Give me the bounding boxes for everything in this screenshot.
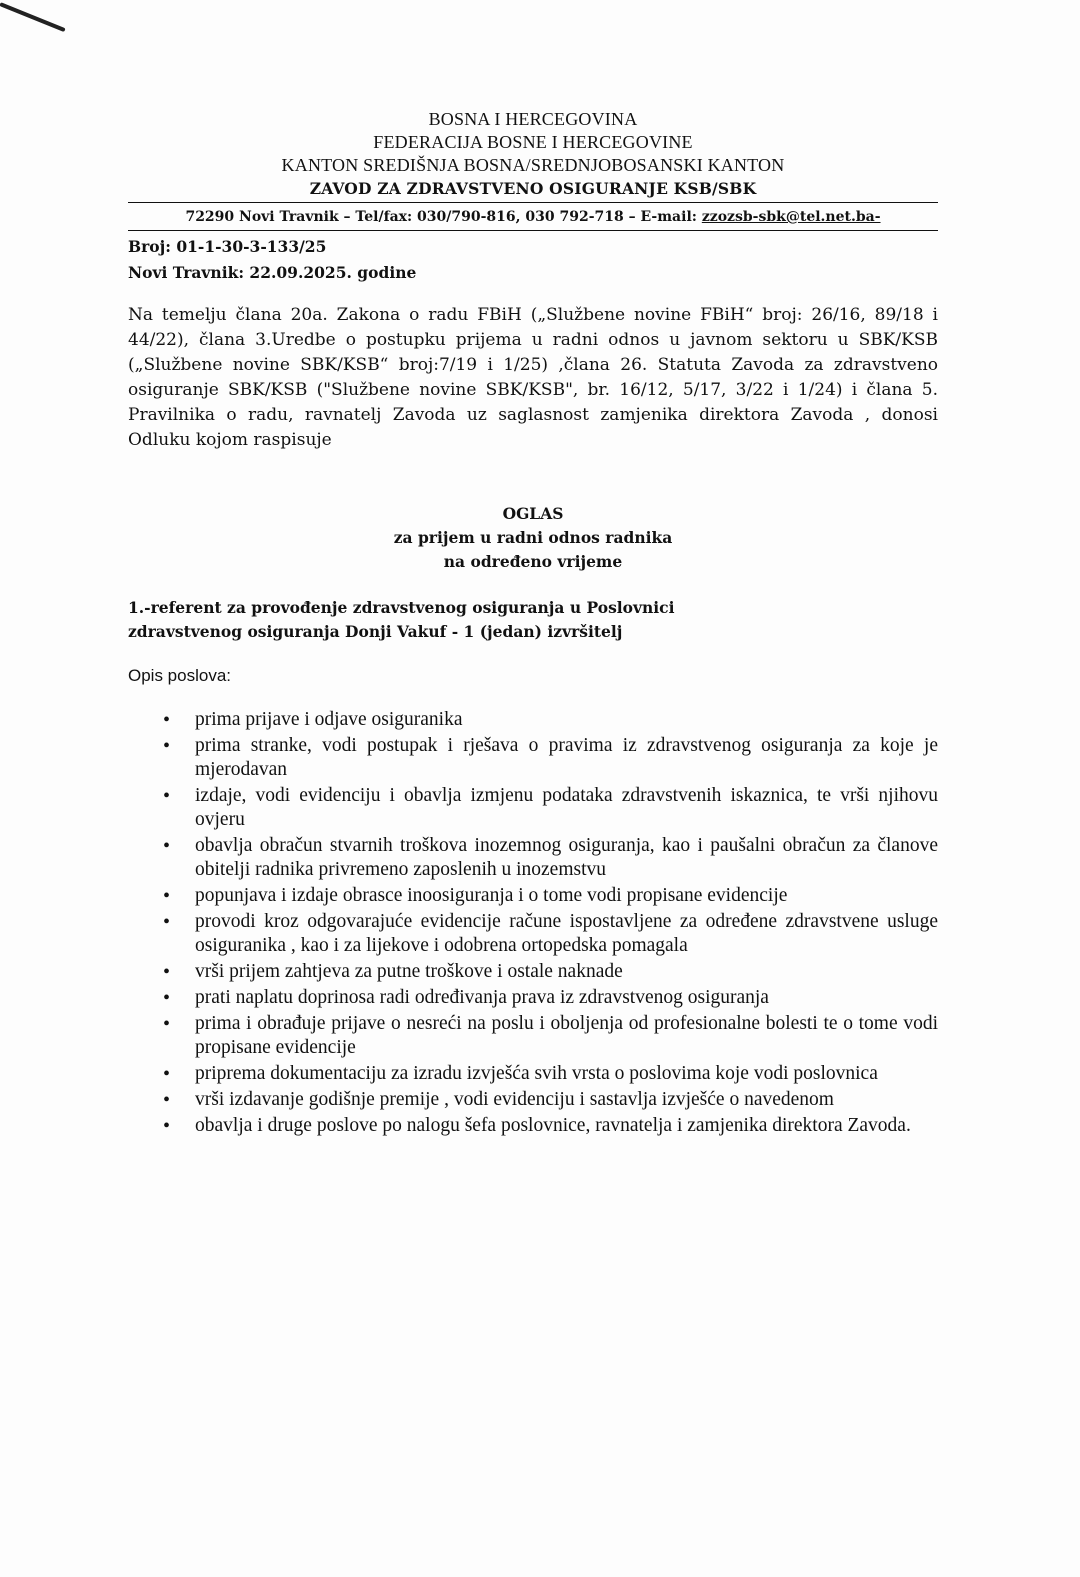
duty-item: • popunjava i izdaje obrasce inoosiguranja i o tome vodi propisane evidencije xyxy=(195,884,938,908)
header-divider-bottom xyxy=(128,230,938,231)
header-federation: FEDERACIJA BOSNE I HERCEGOVINE xyxy=(373,132,693,152)
position-title-line-2: zdravstvenog osiguranja Donji Vakuf - 1 (jedan) izvršitelj xyxy=(128,622,623,641)
duty-item: • obavlja i druge poslove po nalogu šefa poslovnice, ravnatelja i zamjenika direktora Zavoda. xyxy=(195,1114,938,1138)
duty-item: • obavlja obračun stvarnih troškova inozemnog osiguranja, kao i paušalni obračun za članove obitelji radnika privremeno zaposlenih u inozemstvu xyxy=(195,834,938,882)
ad-subtitle-1: za prijem u radni odnos radnika xyxy=(393,528,673,547)
intro-paragraph: Na temelju člana 20a. Zakona o radu FBiH („Službene novine FBiH“ broj: 26/16, 89/18 i 44/22), člana 3.Uredbe o postupku prijema u radni odnos u javnom sektoru u SBK/KSB („Službene novine SBK/KSB“ broj:7/19 i 1/25) ,člana 26. Statuta Zavoda za zdravstveno osiguranje SBK/KSB ("Službene novine SBK/KSB", br. 16/12, 5/17, 3/22 i 1/24) i člana 5. Pravilnika o radu, ravnatelj Zavoda uz saglasnost zamjenika direktora Zavoda , donosi Odluku kojom raspisuje xyxy=(128,305,938,450)
header-divider-top xyxy=(128,202,938,203)
header-contact xyxy=(128,206,938,228)
document-place-date: Novi Travnik: 22.09.2025. godine xyxy=(128,263,417,282)
document-page xyxy=(128,108,938,1140)
document-number: Broj: 01-1-30-3-133/25 xyxy=(128,237,327,256)
duty-item: • prima i obrađuje prijave o nesreći na poslu i oboljenja od profesionalne bolesti te o tome vodi propisane evidencije xyxy=(195,1012,938,1060)
scan-pen-mark xyxy=(0,2,66,32)
duty-item: • vrši izdavanje godišnje premije , vodi evidenciju i sastavlja izvješće o navedenom xyxy=(195,1088,938,1112)
duties-label: Opis poslova: xyxy=(128,666,231,685)
duty-item: • vrši prijem zahtjeva za putne troškove i ostale naknade xyxy=(195,960,938,984)
position-title xyxy=(128,596,938,644)
header-institution: ZAVOD ZA ZDRAVSTVENO OSIGURANJE KSB/SBK xyxy=(309,179,757,198)
duty-item: • prati naplatu doprinosa radi određivanja prava iz zdravstvenog osiguranja xyxy=(195,986,938,1010)
duty-item: • priprema dokumentaciju za izradu izvješća svih vrsta o poslovima koje vodi poslovnica xyxy=(195,1062,938,1086)
duty-item: • izdaje, vodi evidenciju i obavlja izmjenu podataka zdravstvenih iskaznica, te vrši njihovu ovjeru xyxy=(195,784,938,832)
contact-email-link[interactable]: zzozsb-sbk@tel.net.ba- xyxy=(701,209,881,225)
ad-subtitle-2: na određeno vrijeme xyxy=(443,552,623,571)
duties-list xyxy=(128,708,938,1138)
ad-title: OGLAS xyxy=(502,504,564,523)
header-canton: KANTON SREDIŠNJA BOSNA/SREDNJOBOSANSKI KANTON xyxy=(281,155,785,175)
header-country: BOSNA I HERCEGOVINA xyxy=(428,109,638,129)
position-title-line-1: 1.-referent za provođenje zdravstvenog osiguranja u Poslovnici xyxy=(128,598,675,617)
contact-address-phone: 72290 Novi Travnik – Tel/fax: 030/790-816, 030 792-718 – E-mail: xyxy=(185,209,702,225)
duty-item: • prima prijave i odjave osiguranika xyxy=(195,708,938,732)
duty-item: • provodi kroz odgovarajuće evidencije račune ispostavljene za određene zdravstvene usluge osiguranika , kao i za lijekove i odobrena ortopedska pomagala xyxy=(195,910,938,958)
duty-item: • prima stranke, vodi postupak i rješava o pravima iz zdravstvenog osiguranja za koje je mjerodavan xyxy=(195,734,938,782)
